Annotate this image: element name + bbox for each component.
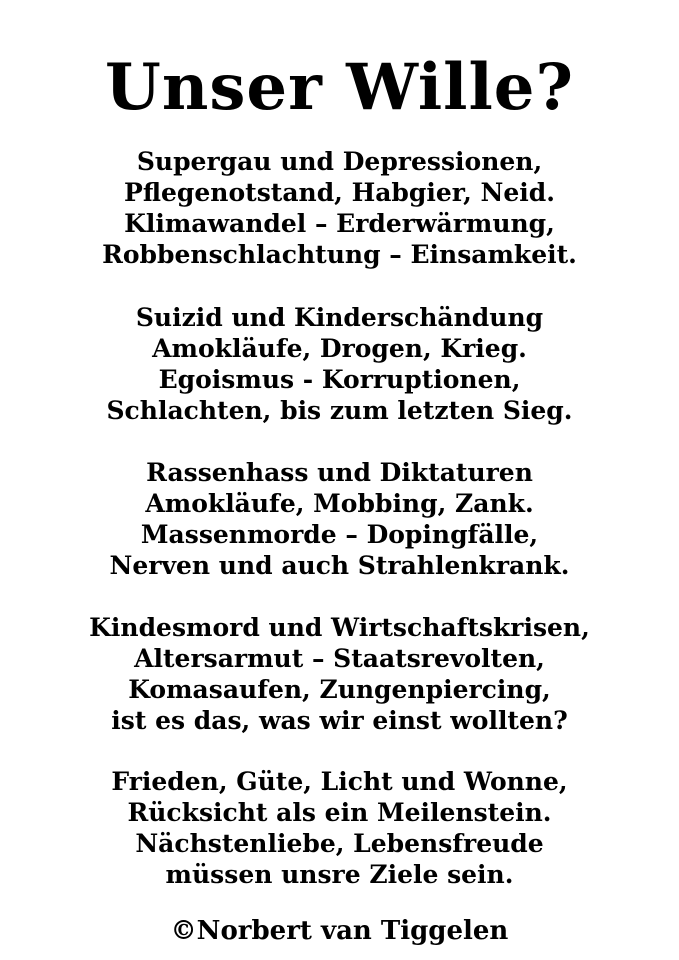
- poem-line: Amokläufe, Drogen, Krieg.: [152, 334, 527, 363]
- poem-line: Amokläufe, Mobbing, Zank.: [145, 489, 534, 518]
- poem-line: Nerven und auch Strahlenkrank.: [109, 551, 570, 580]
- poem-line: Rassenhass und Diktaturen: [146, 458, 533, 487]
- poem-title: Unser Wille?: [105, 50, 574, 125]
- poem-line: Kindesmord und Wirtschaftskrisen,: [89, 613, 590, 642]
- poem-line: Klimawandel – Erderwärmung,: [124, 209, 555, 238]
- poem-line: Altersarmut – Staatsrevolten,: [134, 644, 545, 673]
- poem-line: Komasaufen, Zungenpiercing,: [128, 675, 551, 704]
- poem-line: ist es das, was wir einst wollten?: [111, 706, 568, 735]
- poem-line: Frieden, Güte, Licht und Wonne,: [111, 767, 568, 796]
- poem-line: Robbenschlachtung – Einsamkeit.: [102, 240, 577, 269]
- stanza-4: [0, 612, 679, 736]
- poem-line: Schlachten, bis zum letzten Sieg.: [106, 396, 573, 425]
- poem-line: Massenmorde – Dopingfälle,: [140, 520, 539, 549]
- poem-line: Supergau und Depressionen,: [136, 147, 543, 176]
- stanza-2: [0, 302, 679, 426]
- poem-line: Rücksicht als ein Meilenstein.: [127, 798, 552, 827]
- poem-line: Suizid und Kinderschändung: [135, 303, 544, 332]
- author-credit: ©Norbert van Tiggelen: [170, 916, 509, 946]
- poem-line: Pflegenotstand, Habgier, Neid.: [124, 178, 555, 207]
- poem-line: Egoismus - Korruptionen,: [158, 365, 521, 394]
- poem-line: Nächstenliebe, Lebensfreude: [135, 829, 544, 858]
- stanza-3: [0, 457, 679, 581]
- poem-line: müssen unsre Ziele sein.: [165, 860, 514, 889]
- stanza-1: [0, 146, 679, 270]
- stanza-5: [0, 766, 679, 890]
